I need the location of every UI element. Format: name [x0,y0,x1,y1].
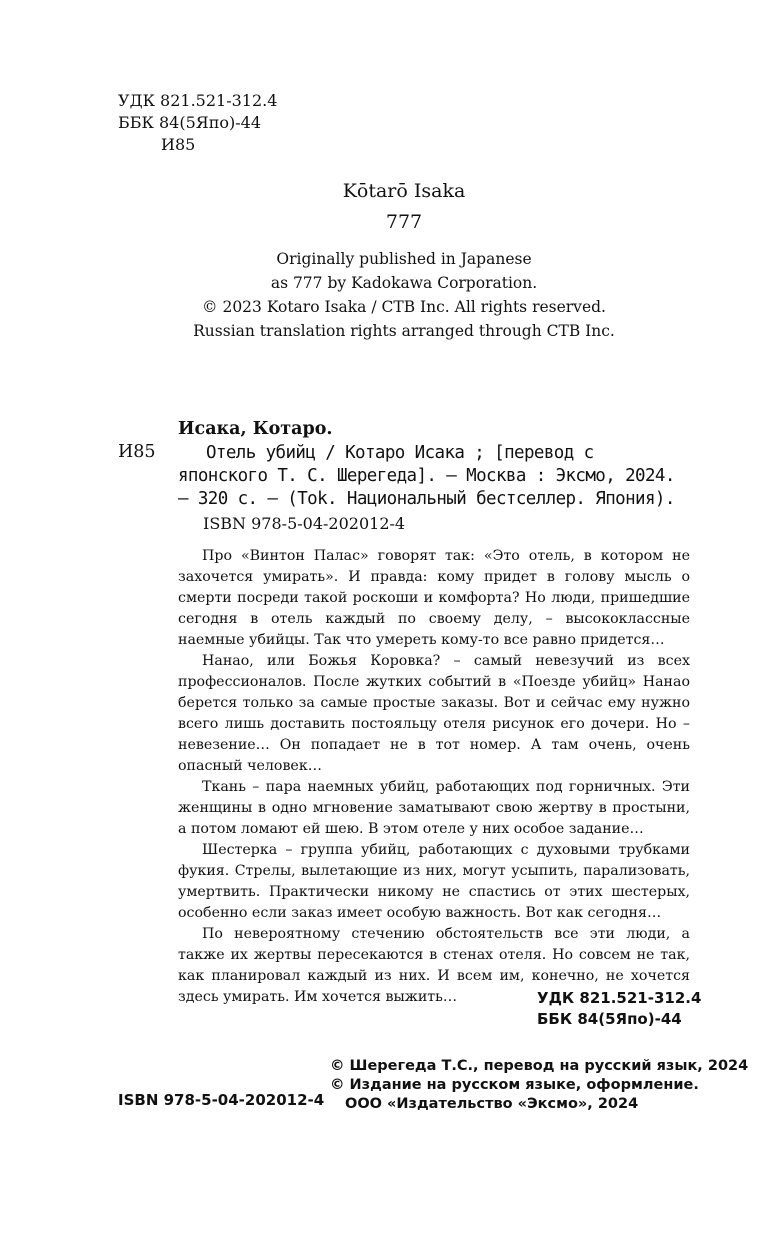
copyright-line: © Шерегеда Т.С., перевод на русский язык, 2024 [330,1058,749,1074]
udk-code: УДК 821.521-312.4 [537,989,702,1007]
original-publication-notice [0,247,768,343]
catalog-isbn: ISBN 978-5-04-202012-4 [203,514,406,533]
bbk-code: ББК 84(5Япо)-44 [118,113,261,132]
annotation-paragraph: Нанао, или Божья Коровка? – самый невезучий из всех профессионалов. После жутких событий в «Поезде убийц» Нанао берется только за самые простые заказы. Вот и сейчас ему нужно всего лишь доставить постояльцу отеля рисунок его дочери. Но – невезение… Он попадает не в тот номер. А там очень, очень опасный человек… [178,653,690,774]
classification-codes-bottom [537,988,701,1030]
annotation-paragraph: Про «Винтон Палас» говорят так: «Это отель, в котором не захочется умирать». И правда: кому придет в голову мысль о смерти посреди такой роскоши и комфорта? Но люди, пришедшие сегодня в отель каждый по своему делу, – высококлассные наемные убийцы. Так что умереть кому-то все равно придется… [178,548,690,648]
annotation-paragraph: Шестерка – группа убийц, работающих с духовыми трубками фукия. Стрелы, вылетающие из них, могут усыпить, парализовать, умертвить. Практически никому не спастись от этих шестерых, особенно если заказ имеет особую важность. Вот как сегодня… [178,842,690,921]
bbk-code: ББК 84(5Япо)-44 [537,1010,682,1028]
udk-code: УДК 821.521-312.4 [118,91,278,110]
annotation-paragraph: По невероятному стечению обстоятельств все эти люди, а также их жертвы пересекаются в стенах отеля. Но совсем не так, как планировал каждый из них. И всем им, конечно, не хочется здесь умирать. Им хочется выжить… [178,926,690,1005]
notice-line: Originally published in Japanese [276,250,532,268]
isbn-bottom: ISBN 978-5-04-202012-4 [118,1091,325,1109]
copyright-line: ООО «Издательство «Эксмо», 2024 [345,1096,639,1112]
original-title: 777 [385,211,423,233]
annotation [178,546,690,1008]
annotation-paragraph: Ткань – пара наемных убийц, работающих под горничных. Эти женщины в одно мгновение заматывают свою жертву в простыни, а потом ломают ей шею. В этом отеле у них особое задание… [178,779,690,837]
copyright-block [330,1057,748,1114]
classification-codes-top [118,90,277,156]
catalog-description [178,442,690,511]
notice-line: as 777 by Kadokawa Corporation. [270,274,538,292]
catalog-heading: Исака, Котаро. [178,419,333,439]
catalog-author-mark: И85 [118,442,156,462]
notice-line: Russian translation rights arranged through CTB Inc. [193,322,615,340]
original-author: Kōtarō Isaka [342,180,466,202]
catalog-description-text: Отель убийц / Котаро Исака ; [перевод с японского Т. С. Шерегеда]. — Москва : Эксмо, 2024. — 320 с. — (Tok. Национальный бестселлер. Япония). [178,443,675,509]
author-mark: И85 [161,135,196,154]
notice-line: © 2023 Kotaro Isaka / CTB Inc. All rights reserved. [202,298,606,316]
copyright-line: © Издание на русском языке, оформление. [330,1077,699,1093]
